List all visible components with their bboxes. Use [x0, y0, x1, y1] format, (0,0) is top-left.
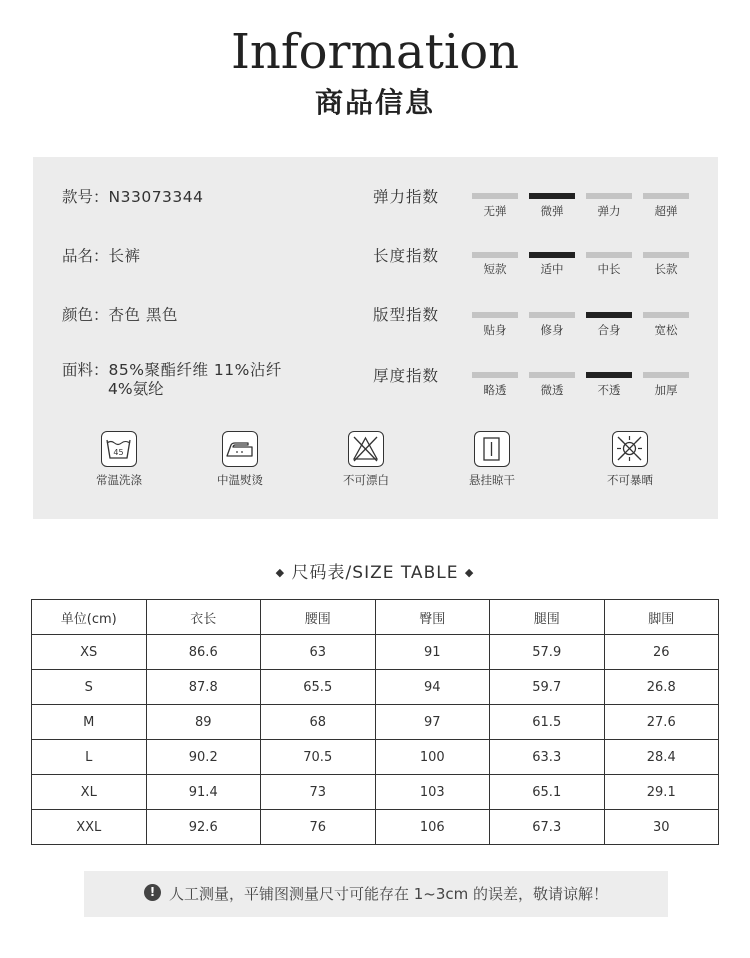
name-value: 长裤 — [108, 247, 141, 265]
fit-option-3: 宽松 — [654, 323, 678, 337]
name-label: 品名： — [62, 247, 109, 265]
column-header: 腿围 — [490, 600, 605, 635]
table-cell: 106 — [375, 810, 490, 845]
care-bleach-label: 不可漂白 — [343, 473, 389, 487]
color-value: 杏色 黑色 — [108, 306, 178, 324]
style-no-label: 款号： — [62, 188, 109, 206]
fabric-label: 面料： — [62, 361, 109, 379]
length-option-2: 中长 — [597, 262, 621, 276]
table-cell: 67.3 — [490, 810, 605, 845]
table-cell: M — [32, 705, 147, 740]
fabric-row — [62, 360, 282, 380]
hang-dry-icon — [474, 431, 510, 467]
column-header: 衣长 — [146, 600, 261, 635]
table-row — [32, 635, 719, 670]
table-cell: 57.9 — [490, 635, 605, 670]
fabric-value: 85%聚酯纤维 11%沾纤 — [108, 361, 282, 379]
length-bar-2 — [586, 252, 632, 258]
table-cell: 65.1 — [490, 775, 605, 810]
table-cell: XL — [32, 775, 147, 810]
measurement-note-text: 人工测量，平铺图测量尺寸可能存在 1~3cm 的误差，敬请谅解！ — [168, 885, 609, 903]
table-cell: 94 — [375, 670, 490, 705]
style-no-row — [62, 187, 204, 207]
table-cell: 91 — [375, 635, 490, 670]
fit-option-1: 修身 — [540, 323, 564, 337]
table-cell: 26.8 — [604, 670, 719, 705]
fit-bar-3 — [643, 312, 689, 318]
elasticity-option-0: 无弹 — [483, 204, 507, 218]
table-cell: 87.8 — [146, 670, 261, 705]
table-cell: L — [32, 740, 147, 775]
table-cell: 73 — [261, 775, 376, 810]
length-bar-1 — [529, 252, 575, 258]
iron-medium-icon — [222, 431, 258, 467]
fit-option-0: 贴身 — [483, 323, 507, 337]
color-row — [62, 305, 178, 325]
size-table-heading — [0, 562, 750, 586]
elasticity-bar-1 — [529, 193, 575, 199]
elasticity-index-label: 弹力指数 — [373, 188, 440, 206]
care-bleach — [321, 431, 411, 487]
table-cell: 63.3 — [490, 740, 605, 775]
table-cell: S — [32, 670, 147, 705]
thickness-option-0: 略透 — [483, 383, 507, 397]
elasticity-bar-3 — [643, 193, 689, 199]
title-english: Information — [230, 24, 520, 80]
table-cell: 68 — [261, 705, 376, 740]
column-header: 臀围 — [375, 600, 490, 635]
table-cell: 65.5 — [261, 670, 376, 705]
table-cell: 97 — [375, 705, 490, 740]
table-cell: XXL — [32, 810, 147, 845]
size-table — [31, 599, 719, 845]
care-iron-label: 中温熨烫 — [217, 473, 263, 487]
measurement-note — [84, 871, 668, 917]
table-cell: 26 — [604, 635, 719, 670]
table-cell: XS — [32, 635, 147, 670]
diamond-icon: ◆ — [464, 566, 475, 579]
length-index-label: 长度指数 — [373, 247, 440, 265]
thickness-option-3: 加厚 — [654, 383, 678, 397]
care-wash — [74, 431, 164, 487]
fit-index-label: 版型指数 — [373, 306, 440, 324]
care-iron — [195, 431, 285, 487]
table-row — [32, 810, 719, 845]
fit-option-2: 合身 — [597, 323, 621, 337]
wash-temp: 45 — [113, 448, 124, 457]
table-cell: 92.6 — [146, 810, 261, 845]
thickness-bar-0 — [472, 372, 518, 378]
fit-bar-1 — [529, 312, 575, 318]
thickness-bar-2 — [586, 372, 632, 378]
column-header: 腰围 — [261, 600, 376, 635]
table-row — [32, 670, 719, 705]
table-cell: 89 — [146, 705, 261, 740]
table-cell: 61.5 — [490, 705, 605, 740]
table-cell: 100 — [375, 740, 490, 775]
table-cell: 86.6 — [146, 635, 261, 670]
no-sun-icon — [612, 431, 648, 467]
elasticity-bar-2 — [586, 193, 632, 199]
title-chinese: 商品信息 — [314, 86, 435, 119]
table-row — [32, 775, 719, 810]
thickness-index-label: 厚度指数 — [373, 367, 440, 385]
fit-bar-0 — [472, 312, 518, 318]
column-header: 单位(cm) — [32, 600, 147, 635]
care-sun-label: 不可暴晒 — [607, 473, 653, 487]
table-cell: 103 — [375, 775, 490, 810]
thickness-option-1: 微透 — [540, 383, 564, 397]
care-wash-label: 常温洗涤 — [96, 473, 142, 487]
wash-45-icon — [101, 431, 137, 467]
table-row — [32, 740, 719, 775]
color-label: 颜色： — [62, 306, 109, 324]
table-cell: 27.6 — [604, 705, 719, 740]
thickness-bar-3 — [643, 372, 689, 378]
table-header-row — [32, 600, 719, 635]
exclamation-icon: ! — [144, 884, 161, 901]
fit-bar-2 — [586, 312, 632, 318]
table-cell: 90.2 — [146, 740, 261, 775]
elasticity-option-3: 超弹 — [654, 204, 678, 218]
table-cell: 76 — [261, 810, 376, 845]
fabric-value-line2: 4%氨纶 — [108, 380, 164, 398]
length-bar-3 — [643, 252, 689, 258]
size-table-title: 尺码表/SIZE TABLE — [291, 563, 459, 583]
care-dry-label: 悬挂晾干 — [469, 473, 515, 487]
length-option-1: 适中 — [540, 262, 564, 276]
name-row — [62, 246, 141, 266]
no-bleach-icon — [348, 431, 384, 467]
diamond-icon: ◆ — [275, 566, 286, 579]
table-cell: 59.7 — [490, 670, 605, 705]
length-option-0: 短款 — [483, 262, 507, 276]
care-sun — [585, 431, 675, 487]
style-no-value: N33073344 — [108, 188, 204, 206]
length-option-3: 长款 — [654, 262, 678, 276]
thickness-bar-1 — [529, 372, 575, 378]
table-cell: 63 — [261, 635, 376, 670]
thickness-option-2: 不透 — [597, 383, 621, 397]
table-cell: 29.1 — [604, 775, 719, 810]
table-cell: 30 — [604, 810, 719, 845]
table-cell: 91.4 — [146, 775, 261, 810]
column-header: 脚围 — [604, 600, 719, 635]
elasticity-option-2: 弹力 — [597, 204, 621, 218]
care-dry — [447, 431, 537, 487]
table-row — [32, 705, 719, 740]
elasticity-option-1: 微弹 — [540, 204, 564, 218]
table-cell: 70.5 — [261, 740, 376, 775]
table-cell: 28.4 — [604, 740, 719, 775]
elasticity-bar-0 — [472, 193, 518, 199]
length-bar-0 — [472, 252, 518, 258]
